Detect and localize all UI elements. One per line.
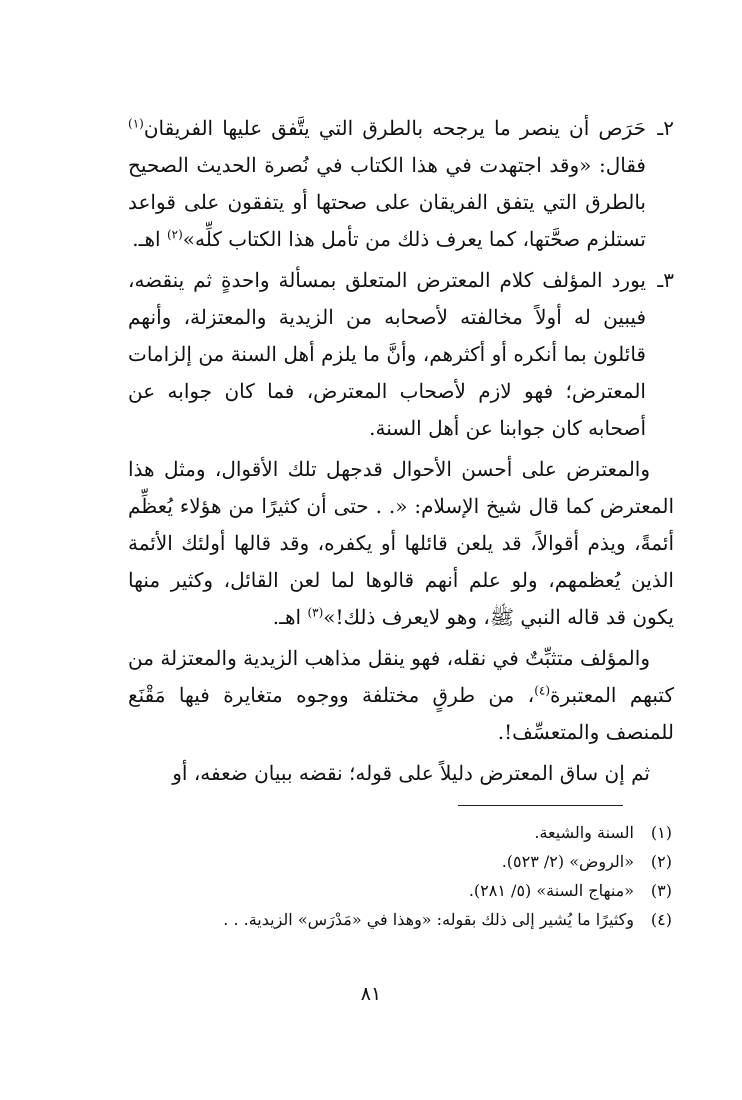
footnote-ref-1: (١) xyxy=(128,116,144,131)
list-item-number: ٣ـ xyxy=(657,268,674,292)
paragraph xyxy=(128,755,674,792)
footnote-number: (٢) xyxy=(650,852,672,871)
list-item-text: يورد المؤلف كلام المعترض المتعلق بمسألة واحدةٍ ثم ينقضه، فيبين له أولاً مخالفته لأصحابه من الزيدية والمعتزلة، وأنهم قائلون بما أنكره أو أكثرهم، وأنَّ ما يلزم أهل السنة من إلزامات المعترض؛ فهو لازم لأصحاب المعترض، فما كان جوابه عن أصحابه كان جوابنا عن أهل السنة. xyxy=(128,268,646,440)
footnote-text: «الروض» (٢/ ٥٢٣). xyxy=(501,852,634,871)
footnotes xyxy=(150,818,672,934)
footnote-number: (١) xyxy=(650,823,672,842)
footnote xyxy=(150,818,672,847)
paragraph-text: ، من طرقٍ مختلفة ووجوه متغايرة فيها مَقْنَع للمنصف والمتعسِّف!. xyxy=(128,683,674,744)
list-item-2 xyxy=(128,110,674,258)
quote-end: اهـ. xyxy=(132,227,167,251)
main-text xyxy=(128,110,674,796)
paragraph-text: والمؤلف متثبِّتٌ في نقله، فهو ينقل مذاهب الزيدية والمعتزلة من كتبهم المعتبرة xyxy=(128,646,674,707)
paragraph-text: ثم إن ساق المعترض دليلاً على قوله؛ نقضه ببيان ضعفه، أو xyxy=(172,761,650,785)
footnote-ref-3: (٣) xyxy=(307,605,324,620)
footnote xyxy=(150,847,672,876)
paragraph-text: والمعترض على أحسن الأحوال قدجهل تلك الأقوال، ومثل هذا المعترض كما قال شيخ الإسلام: «. . حتى أن كثيرًا من هؤلاء يُعظِّم أئمةً، ويذم أقوالاً، قد يلعن قائلها أو يكفره، وقد قالها أولئك الأئمة الذين يُعظمهم، ولو علم أنهم قالوها لما لعن القائل، وكثير منها يكون قد قاله النبي ﷺ، وهو لايعرف ذلك!» xyxy=(128,457,674,629)
footnote xyxy=(150,905,672,934)
footnote-ref-4: (٤) xyxy=(534,683,551,698)
paragraph xyxy=(128,451,674,636)
footnote-text: «منهاج السنة» (٥/ ٢٨١). xyxy=(468,881,634,900)
quote-text: فقال: «وقد اجتهدت في هذا الكتاب في نُصرة الحديث الصحيح بالطرق التي يتفق الفريقان على صحتها أو يتفقون على قواعد تستلزم صحَّتها، كما يعرف ذلك من تأمل هذا الكتاب كلِّه» xyxy=(128,153,646,251)
paragraph xyxy=(128,640,674,751)
list-item-3 xyxy=(128,262,674,447)
footnote-number: (٣) xyxy=(650,881,672,900)
list-item-text: حَرَص أن ينصر ما يرجحه بالطرق التي يتَّفق عليها الفريقان xyxy=(143,116,646,140)
page-number: ٨١ xyxy=(360,983,382,1005)
footnote-number: (٤) xyxy=(650,910,672,929)
footnote xyxy=(150,876,672,905)
footnote-text: السنة والشيعة. xyxy=(534,823,634,842)
list-item-number: ٢ـ xyxy=(657,116,674,140)
footnote-ref-2: (٢) xyxy=(166,227,183,242)
footnote-text: وكثيرًا ما يُشير إلى ذلك بقوله: «وهذا في «مَدْرَس» الزيدية. . . xyxy=(223,910,634,929)
footnote-separator xyxy=(458,805,623,806)
quote-end: اهـ. xyxy=(272,605,308,629)
